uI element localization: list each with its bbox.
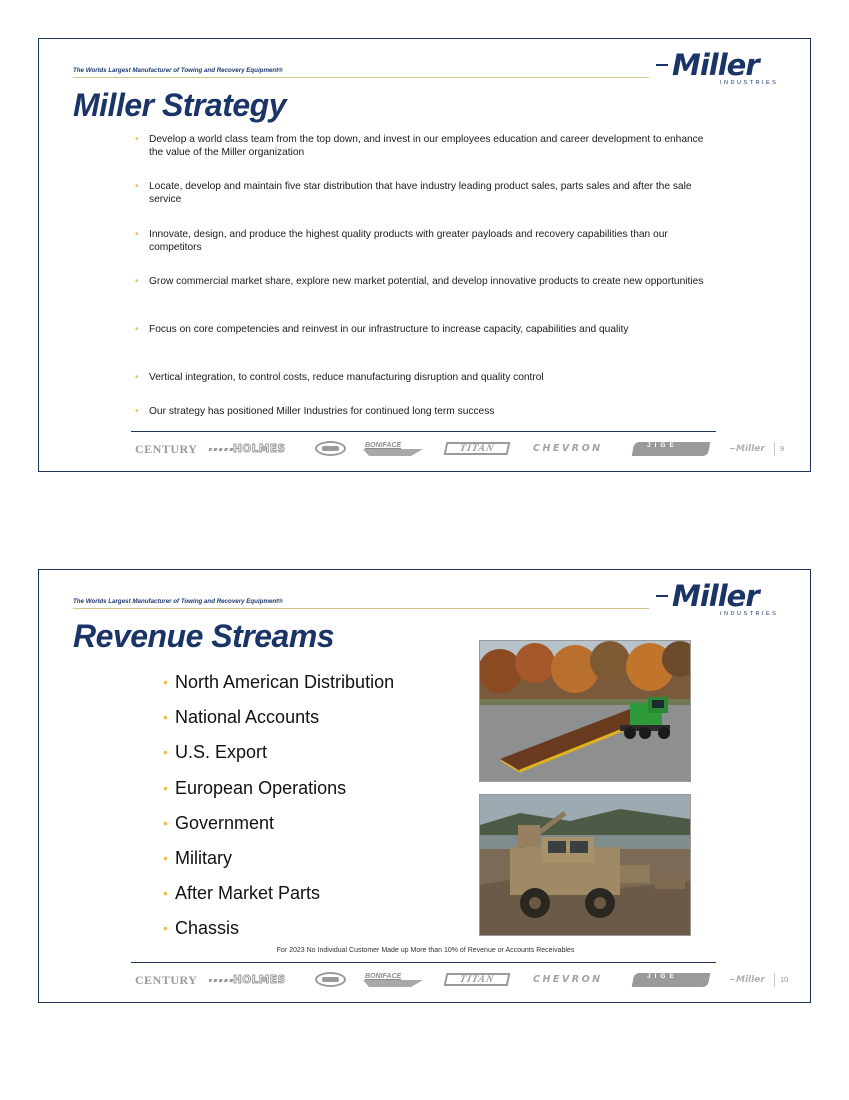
century-logo: CENTURY: [135, 973, 198, 987]
boniface-logo: [363, 439, 425, 459]
bullet-text: Grow commercial market share, explore new market potential, and develop innovative products to create new opportunities: [149, 276, 704, 287]
logo-subtitle: INDUSTRIES: [720, 80, 779, 86]
bullet-text: Vertical integration, to control costs, reduce manufacturing disruption and quality control: [149, 372, 544, 383]
bullet-icon: •: [163, 814, 168, 831]
century-logo: CENTURY: [135, 442, 198, 456]
boniface-swoosh-icon: [363, 449, 423, 456]
logo-subtitle: INDUSTRIES: [720, 611, 779, 617]
logo-accent-bar: [656, 595, 668, 597]
titan-logo-text: TITAN: [444, 973, 511, 986]
bullet-icon: •: [163, 849, 168, 866]
footer-logo-bar: [730, 448, 735, 449]
bullet-text: European Operations: [175, 777, 347, 798]
revenue-bullet-list: [163, 665, 394, 947]
oval-brand-logo: [315, 441, 346, 456]
boniface-logo-text: BONIFACE: [365, 973, 402, 980]
footer-rule: [131, 962, 716, 963]
footer-logo-bar: [730, 979, 735, 980]
list-item: [163, 665, 394, 700]
holmes-logo: [209, 439, 299, 459]
bullet-icon: •: [135, 372, 139, 383]
bullet-text: Locate, develop and maintain five star distribution that have industry leading product sales, parts sales and after the sale service: [149, 181, 692, 205]
tagline: The Worlds Largest Manufacturer of Towing and Recovery Equipment®: [73, 67, 283, 74]
slide-revenue-streams: [38, 569, 811, 1003]
bullet-icon: •: [135, 276, 139, 287]
bullet-icon: •: [163, 885, 168, 902]
military-vehicle-image: [480, 795, 690, 935]
bullet-icon: •: [135, 406, 139, 417]
titan-logo: [445, 970, 515, 990]
list-item: [163, 700, 394, 735]
footnote: For 2023 No Individual Customer Made up More than 10% of Revenue or Accounts Receivables: [276, 947, 575, 954]
bullet-icon: •: [163, 779, 168, 796]
logo-accent-bar: [656, 64, 668, 66]
bullet-icon: •: [135, 134, 139, 145]
footer-logo-text: Miller: [736, 444, 765, 454]
header-rule: [73, 608, 649, 609]
page-number: 10: [780, 975, 789, 984]
bullet-icon: •: [163, 744, 168, 761]
miller-logo: [656, 48, 786, 92]
logo-name: Miller: [672, 579, 759, 613]
bullet-text: After Market Parts: [175, 883, 321, 904]
jige-logo: [633, 439, 711, 459]
chevron-logo: CHEVRON: [533, 974, 603, 985]
military-recovery-vehicle-photo: [479, 794, 691, 936]
brand-logo-strip: [135, 970, 725, 990]
list-item: [135, 323, 715, 336]
bullet-text: Focus on core competencies and reinvest in our infrastructure to increase capacity, capabilities and quality: [149, 324, 629, 335]
list-item: [163, 735, 394, 770]
chevron-logo: CHEVRON: [533, 443, 603, 454]
holmes-logo-text: HOLMES: [233, 443, 286, 455]
page-number: 9: [780, 444, 785, 453]
bullet-icon: •: [163, 674, 168, 690]
bullet-text: Military: [175, 847, 232, 868]
holmes-stripes-icon: [209, 979, 233, 982]
boniface-swoosh-icon: [363, 980, 423, 987]
rollback-truck-image: [480, 641, 690, 781]
header-rule: [73, 77, 649, 78]
titan-logo-text: TITAN: [444, 442, 511, 455]
bullet-icon: •: [163, 920, 168, 937]
list-item: [163, 876, 394, 911]
bullet-icon: •: [135, 229, 139, 240]
jige-logo-text: JIGE: [647, 973, 678, 980]
bullet-text: North American Distribution: [175, 672, 395, 692]
bullet-icon: •: [135, 181, 139, 192]
boniface-logo-text: BONIFACE: [365, 442, 402, 449]
bullet-text: U.S. Export: [175, 742, 268, 763]
boniface-logo: [363, 970, 425, 990]
list-item: [163, 841, 394, 876]
footer-logo-text: Miller: [736, 975, 765, 985]
footer-rule: [131, 431, 716, 432]
titan-logo: [445, 439, 515, 459]
holmes-logo-text: HOLMES: [233, 974, 286, 986]
oval-logo-bar: [322, 977, 339, 982]
list-item: [135, 133, 715, 159]
bullet-text: Government: [175, 812, 275, 833]
page-number-divider: [774, 442, 775, 456]
list-item: [135, 180, 715, 206]
miller-logo: [656, 579, 786, 623]
bullet-text: Our strategy has positioned Miller Industries for continued long term success: [149, 406, 495, 417]
footer-miller-logo: [730, 442, 766, 456]
bullet-icon: •: [163, 709, 168, 726]
page-number-divider: [774, 973, 775, 987]
slide-miller-strategy: [38, 38, 811, 472]
bullet-text: Chassis: [175, 918, 240, 939]
slide-title: Miller Strategy: [73, 87, 287, 123]
oval-brand-logo: [315, 972, 346, 987]
tagline: The Worlds Largest Manufacturer of Towing and Recovery Equipment®: [73, 598, 283, 605]
logo-name: Miller: [672, 48, 759, 82]
holmes-stripes-icon: [209, 448, 233, 451]
jige-logo-text: JIGE: [647, 442, 678, 449]
list-item: [135, 228, 715, 254]
list-item: [163, 911, 394, 946]
bullet-text: Develop a world class team from the top down, and invest in our employees education and career development to enhance the value of the Miller organization: [149, 134, 704, 158]
list-item: [163, 771, 394, 806]
bullet-text: National Accounts: [175, 707, 320, 728]
bullet-icon: •: [135, 324, 139, 335]
footer-miller-logo: [730, 973, 766, 987]
list-item: [135, 275, 715, 288]
list-item: [135, 405, 715, 418]
jige-logo: [633, 970, 711, 990]
rollback-truck-photo: [479, 640, 691, 782]
list-item: [135, 371, 715, 384]
list-item: [163, 806, 394, 841]
oval-logo-bar: [322, 446, 339, 451]
brand-logo-strip: [135, 439, 725, 459]
bullet-text: Innovate, design, and produce the highest quality products with greater payloads and recovery capabilities than our competitors: [149, 229, 668, 253]
slide-title: Revenue Streams: [73, 618, 335, 654]
holmes-logo: [209, 970, 299, 990]
